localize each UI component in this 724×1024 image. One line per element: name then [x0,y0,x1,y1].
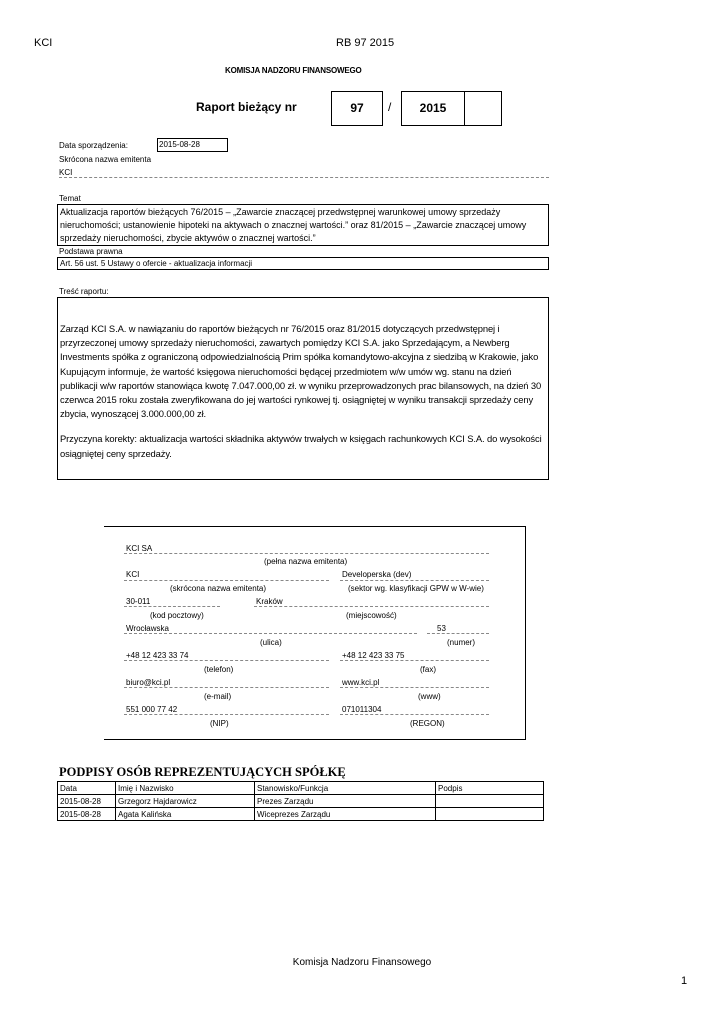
table-cell-date: 2015-08-28 [58,795,116,808]
issuer-fax: +48 12 423 33 75 [342,651,405,660]
report-content-paragraph-2: Przyczyna korekty: aktualizacja wartości składnika aktywów trwałych w księgach rachunkowych KCI S.A. do wysokości osiągniętej ceny sprzedaży. [60,433,542,459]
divider-line [340,580,489,581]
divider-line [340,660,489,661]
column-header-date: Data [58,782,116,795]
report-label: Raport bieżący nr [196,100,297,114]
issuer-nip: 551 000 77 42 [126,705,178,714]
date-value: 2015-08-28 [157,138,228,152]
signatures-heading: PODPISY OSÓB REPREZENTUJĄCYCH SPÓŁKĘ [59,765,346,779]
report-year: 2015 [419,101,447,115]
signatures-table [57,781,544,821]
divider-line [124,714,329,715]
divider-line [254,606,489,607]
issuer-nip-caption: (NIP) [210,719,229,728]
issuer-postal-code: 30-011 [126,597,151,606]
column-header-name: Imię i Nazwisko [116,782,255,795]
issuer-phone: +48 12 423 33 74 [126,651,189,660]
issuer-www-caption: (www) [418,692,441,701]
issuer-street: Wrocławska [126,624,169,633]
table-row [58,795,544,808]
header-center: RB 97 2015 [336,37,395,49]
report-content-box [57,297,549,480]
issuer-full-name-caption: (pełna nazwa emitenta) [264,557,348,566]
table-cell-signature [436,795,544,808]
table-cell-position: Wiceprezes Zarządu [255,808,436,821]
content-label: Treść raportu: [59,287,109,296]
table-row [58,808,544,821]
divider-line [124,580,329,581]
divider-line [124,633,417,634]
issuer-www: www.kci.pl [342,678,380,687]
issuer-short-name-caption: (skrócona nazwa emitenta) [170,584,267,593]
issuer-street-caption: (ulica) [260,638,282,647]
table-cell-name: Agata Kalińska [116,808,255,821]
table-header-row [58,782,544,795]
divider-line [124,553,489,554]
issuer-short-value: KCI [59,168,73,177]
subject-text: Aktualizacja raportów bieżących 76/2015 – „Zawarcie znaczącej przedwstępnej warunkowej umowy sprzedaży nieruchomości; ustanowienie hipoteki na aktywach o znacznej wartości.” oraz 81/2015 – „Zawarcie znaczącej umowy sprzedaży nieruchomości, zbycie aktywów o znacznej wartości.” [57,204,549,246]
page-number: 1 [681,975,688,987]
issuer-fax-caption: (fax) [420,665,436,674]
table-cell-name: Grzegorz Hajdarowicz [116,795,255,808]
page-title: KOMISJA NADZORU FINANSOWEGO [225,66,362,75]
issuer-city-caption: (miejscowość) [346,611,397,620]
divider-line [340,714,489,715]
issuer-number: 53 [437,624,446,633]
issuer-sector-caption: (sektor wg. klasyfikacji GPW w W-wie) [348,584,484,593]
report-slash: / [388,100,392,114]
issuer-city: Kraków [256,597,283,606]
issuer-regon-caption: (REGON) [410,719,445,728]
divider-line [124,687,329,688]
footer-center: Komisja Nadzoru Finansowego [292,957,432,968]
divider-line [427,633,489,634]
legal-value: Art. 56 ust. 5 Ustawy o ofercie - aktualizacja informacji [57,257,549,270]
divider-line [124,660,329,661]
report-number-box [331,91,383,126]
issuer-full-name: KCI SA [126,544,153,553]
report-year-box [401,91,465,126]
issuer-short-label: Skrócona nazwa emitenta [59,155,152,164]
issuer-phone-caption: (telefon) [204,665,234,674]
legal-label: Podstawa prawna [59,247,123,256]
table-cell-date: 2015-08-28 [58,808,116,821]
report-content-paragraph-1: Zarząd KCI S.A. w nawiązaniu do raportów bieżących nr 76/2015 oraz 81/2015 dotyczących przedwstępnej i przyrzeczonej umowy sprzedaży nieruchomości, zawartych pomiędzy KCI S.A. jako Sprzedającym, a Newberg Investments spółka z ograniczoną odpowiedzialnością Prim spółka komandytowo-akcyjna z siedzibą w Krakowie, jako Kupującym informuje, że wartość księgowa nieruchomości będącej przedmiotem w/w umów wg. stanu na dzień publikacji w/w raportów stanowiąca kwotę 7.047.000,00 zł. w wyniku przeprowadzonych prac bilansowych, na dzień 30 czerwca 2015 roku została zweryfikowana do jej wartości rynkowej tj. osiągniętej w wyniku transakcji sprzedaży ceny zbycia, wynoszącej 3.000.000,00 zł. [60,323,542,420]
subject-label: Temat [59,194,81,203]
issuer-sector: Developerska (dev) [342,570,412,579]
column-header-position: Stanowisko/Funkcja [255,782,436,795]
issuer-short-name: KCI [126,570,140,579]
issuer-email: biuro@kci.pl [126,678,171,687]
report-number: 97 [350,101,364,115]
issuer-postal-caption: (kod pocztowy) [150,611,204,620]
table-cell-signature [436,808,544,821]
header-left: KCI [34,37,53,49]
issuer-number-caption: (numer) [447,638,476,647]
divider-line [59,177,549,178]
divider-line [124,606,220,607]
report-extra-box [464,91,502,126]
issuer-email-caption: (e-mail) [204,692,232,701]
divider-line [340,687,489,688]
issuer-regon: 071011304 [342,705,382,714]
column-header-signature: Podpis [436,782,544,795]
date-label: Data sporządzenia: [59,141,128,150]
table-cell-position: Prezes Zarządu [255,795,436,808]
